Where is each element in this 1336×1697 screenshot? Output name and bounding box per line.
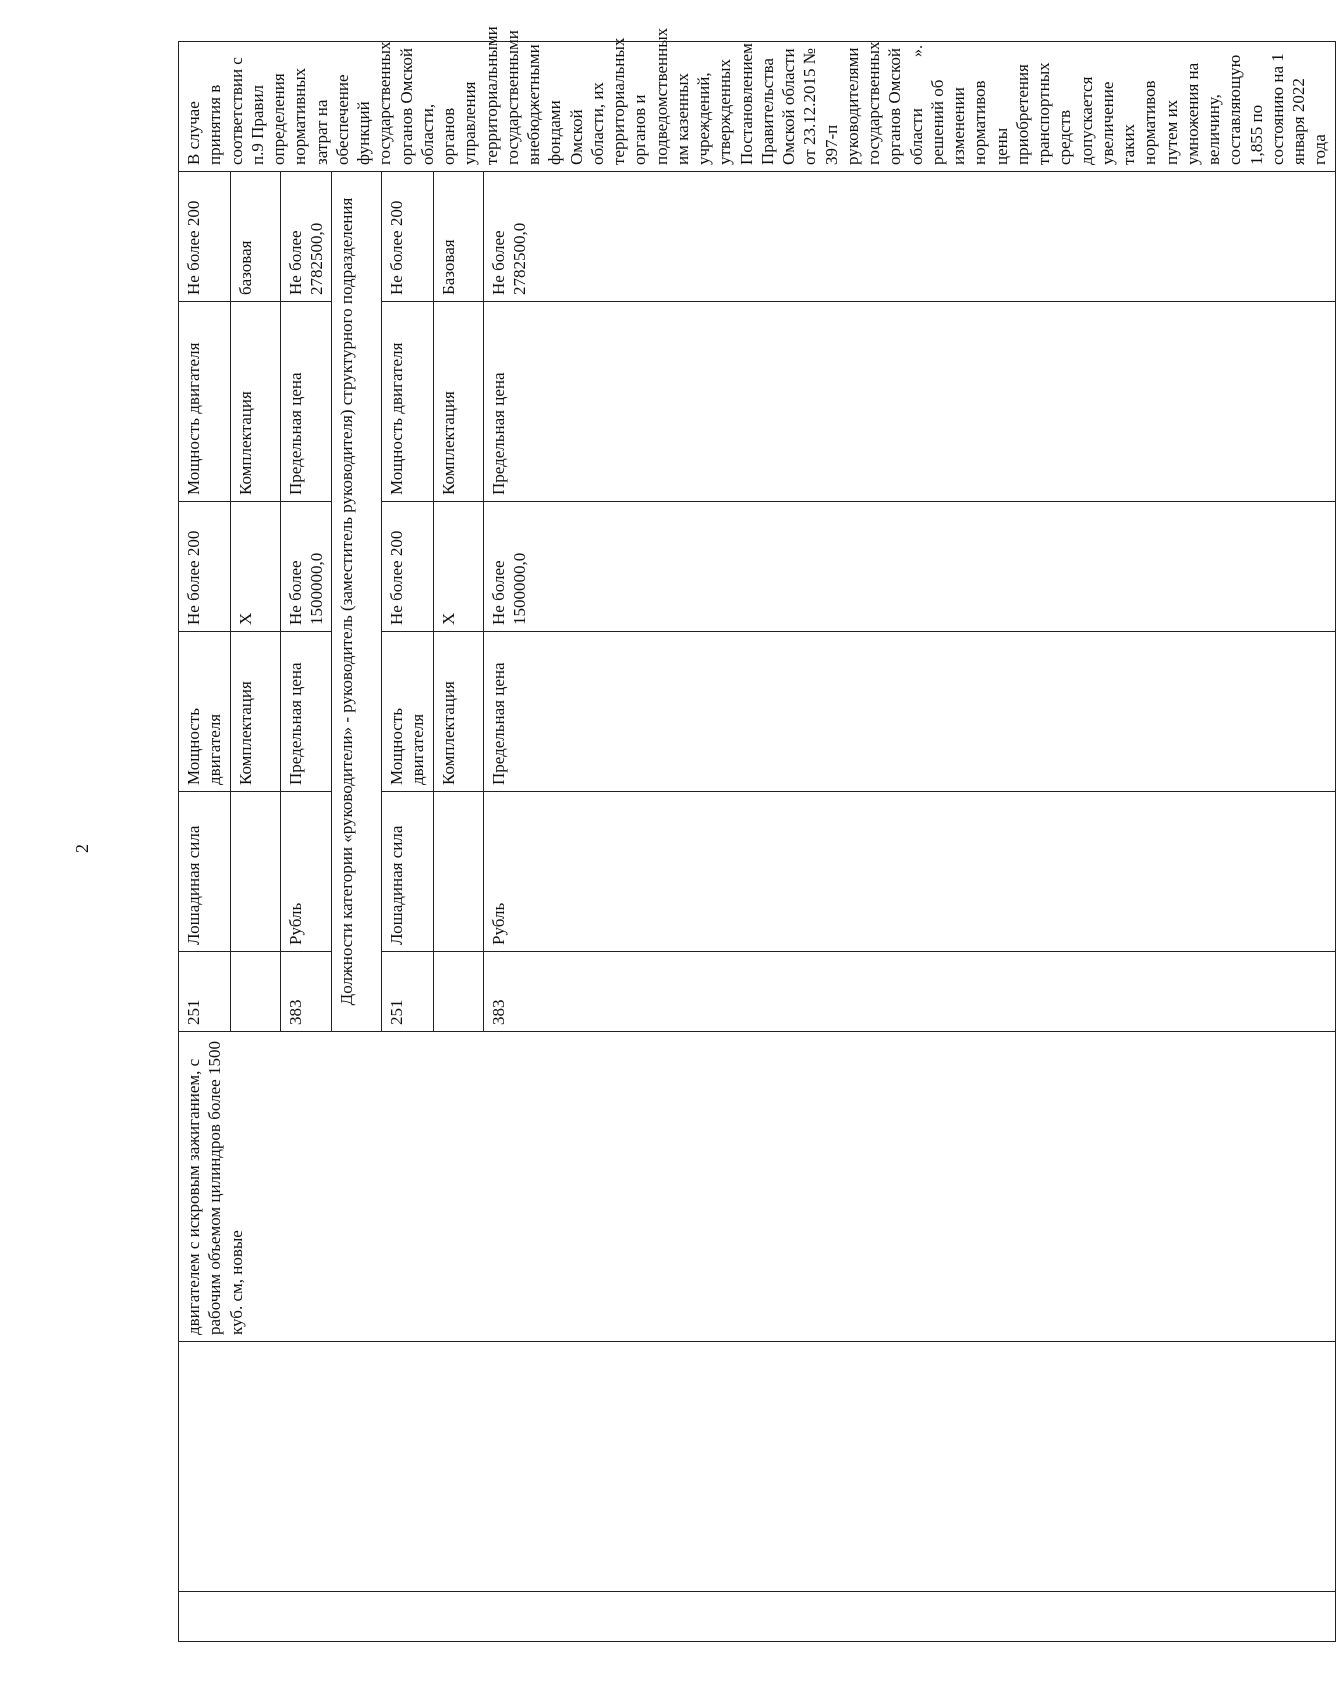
characteristic-cell: Комплектация: [230, 632, 280, 792]
value2-cell: Базовая: [433, 172, 483, 302]
item-description: двигателем с искровым зажиганием, с рабочим объемом цилиндров более 1500 куб. см, новые: [179, 1032, 1336, 1342]
rotated-table-wrapper: [178, 26, 1330, 1642]
unit-cell: Лошадиная сила: [179, 792, 231, 952]
characteristic-cell: Мощность двигателя: [382, 632, 434, 792]
value-cell: Не более 1500000,0: [483, 502, 1335, 632]
requirements-table: [178, 26, 1336, 1642]
characteristic2-cell: Предельная цена: [483, 302, 1335, 502]
characteristic2-cell: Мощность двигателя: [179, 302, 231, 502]
section-header: Должности категории «руководители» - руководитель (заместитель руководителя) структурного подразделения: [332, 172, 382, 1032]
value2-cell: Не более 200: [179, 172, 231, 302]
characteristic-cell: Мощность двигателя: [179, 632, 231, 792]
unit-cell: Лошадиная сила: [382, 792, 434, 952]
value-cell: Не более 1500000,0: [280, 502, 332, 632]
value2-cell: Не более 200: [382, 172, 434, 302]
value-cell: X: [433, 502, 483, 632]
characteristic-cell: Комплектация: [433, 632, 483, 792]
code-cell: 251: [179, 952, 231, 1032]
code-cell: 383: [483, 952, 1335, 1032]
page-number: 2: [72, 844, 92, 853]
value-cell: Не более 200: [382, 502, 434, 632]
value-cell: Не более 200: [179, 502, 231, 632]
characteristic-cell: Предельная цена: [483, 632, 1335, 792]
code-cell: 383: [280, 952, 332, 1032]
table-row: [179, 42, 231, 1642]
cell-a: [179, 1592, 1336, 1642]
characteristic2-cell: Комплектация: [433, 302, 483, 502]
characteristic2-cell: Комплектация: [230, 302, 280, 502]
unit-cell: Рубль: [280, 792, 332, 952]
characteristic2-cell: Мощность двигателя: [382, 302, 434, 502]
value2-cell: базовая: [230, 172, 280, 302]
value2-cell: Не более 2782500,0: [483, 172, 1335, 302]
unit-cell: [433, 792, 483, 952]
cell-b: [179, 1342, 1336, 1592]
code-cell: 251: [382, 952, 434, 1032]
value2-cell: Не более 2782500,0: [280, 172, 332, 302]
characteristic2-cell: Предельная цена: [280, 302, 332, 502]
code-cell: [230, 952, 280, 1032]
closing-quote: ».: [909, 45, 926, 57]
code-cell: [433, 952, 483, 1032]
unit-cell: [230, 792, 280, 952]
unit-cell: Рубль: [483, 792, 1335, 952]
characteristic-cell: Предельная цена: [280, 632, 332, 792]
note-cell: В случае принятия в соответствии с п.9 Правил определения нормативных затрат на обеспечение функций государственных органов Омской области, органов управления территориальными государственными внебюджетными фондами Омской области, их территориальных органов и подведомственных им казенных учреждений, утвержденных Постановлением Правительства Омской области от 23.12.2015 № 397-п руководителями государственных органов Омской области решений об изменении нормативов цены приобретения транспортных средств допускается увеличение таких нормативов путем их умножения на величину, составляющую 1,855 по состоянию на 1 января 2022 года: [179, 42, 1336, 172]
value-cell: X: [230, 502, 280, 632]
